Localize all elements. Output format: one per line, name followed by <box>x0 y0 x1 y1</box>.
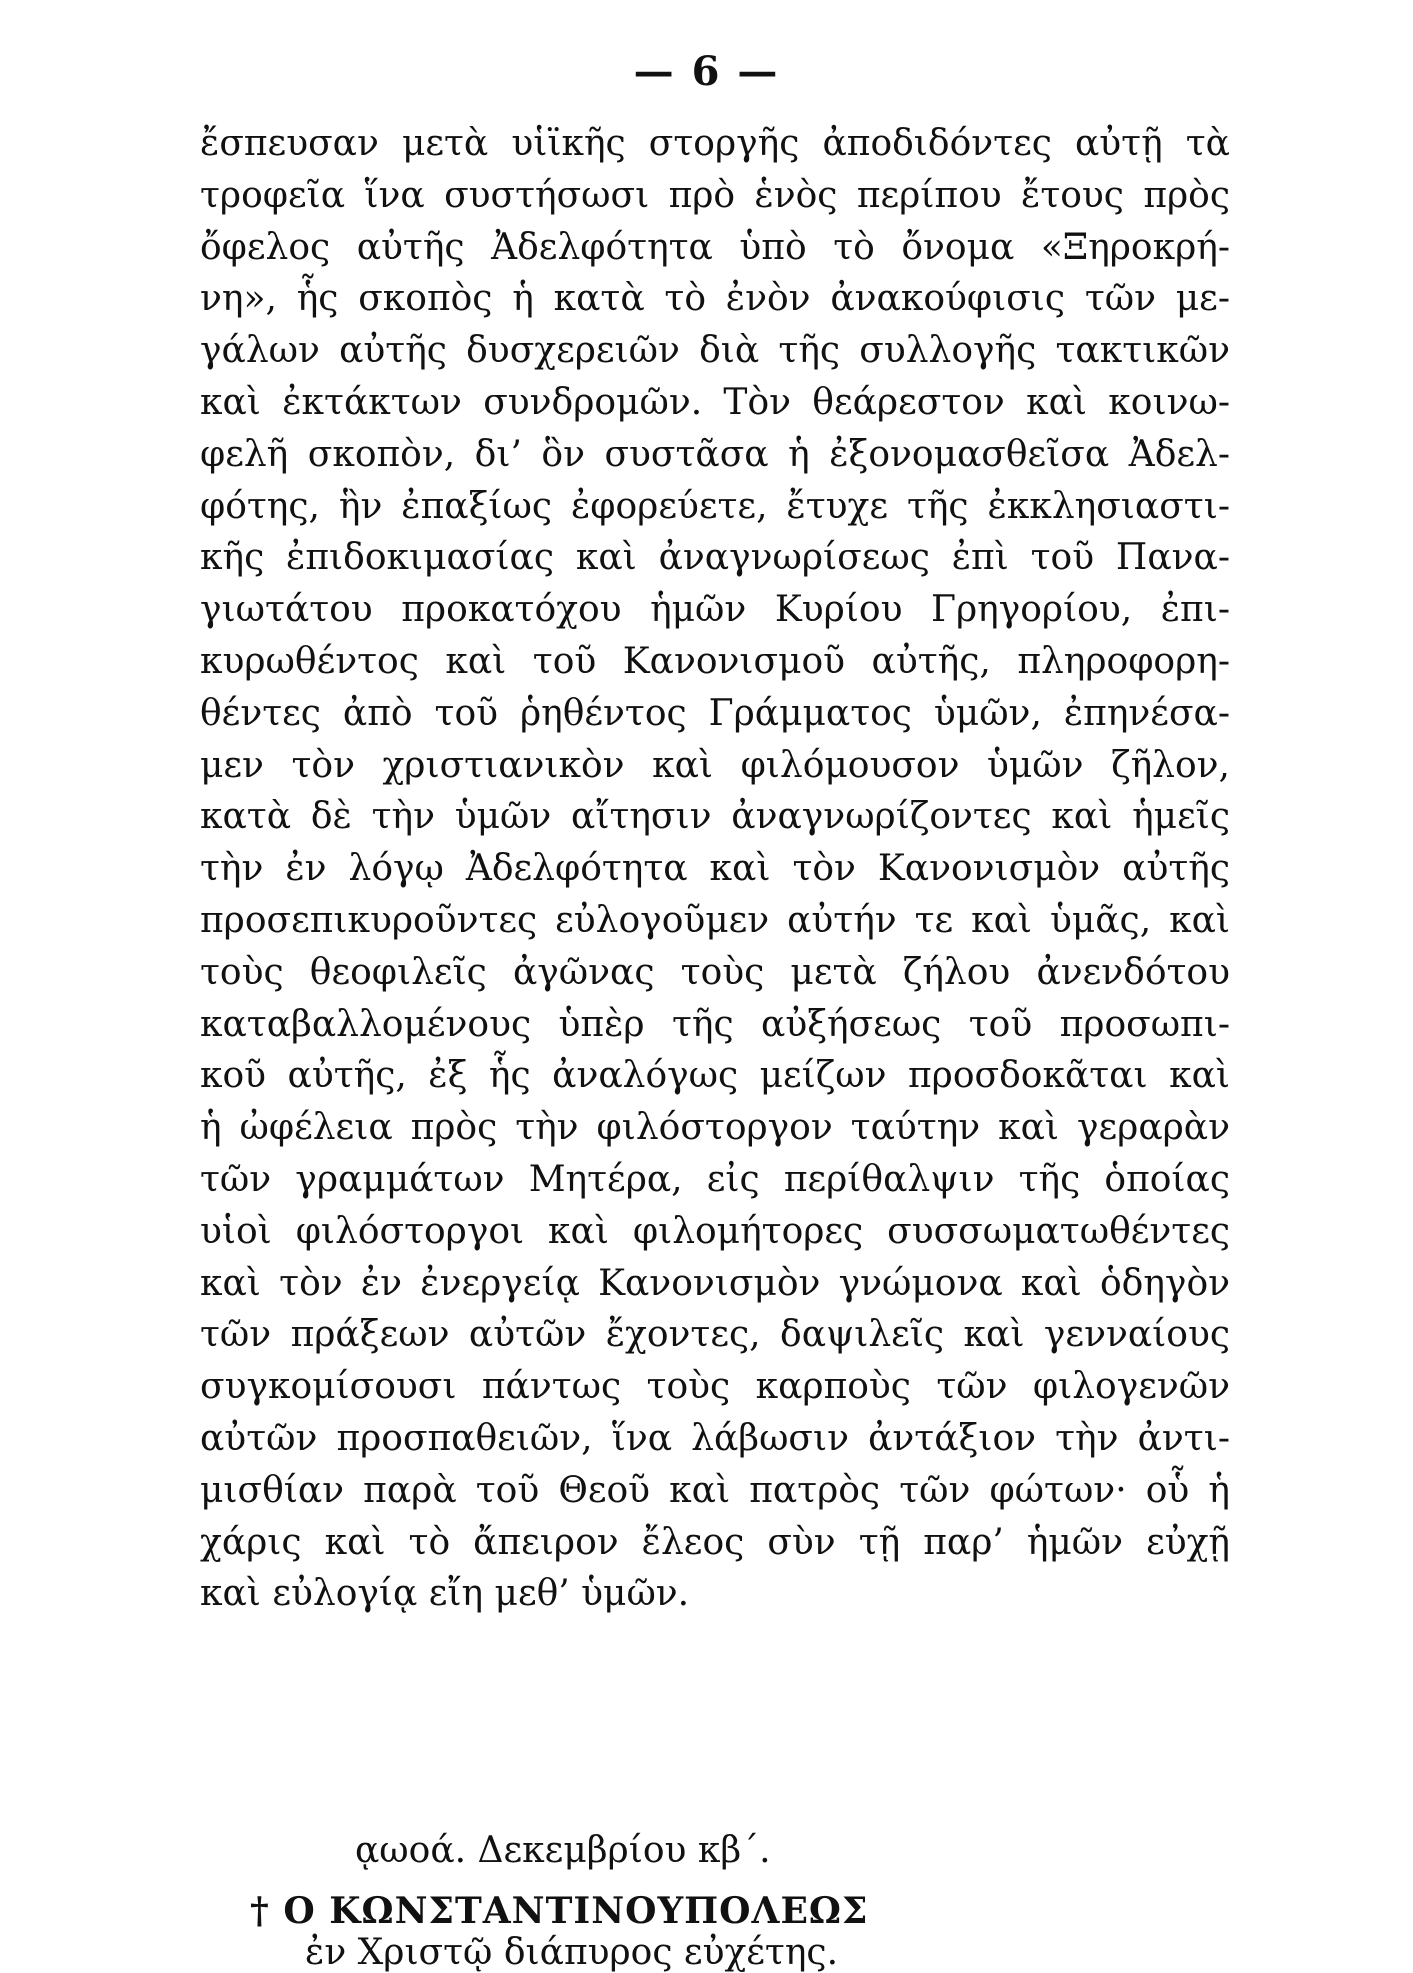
body-text <box>200 118 1230 1620</box>
text-line: αὐτῶν προσπαθειῶν, ἵνα λάβωσιν ἀντάξιον τὴν ἀντι- <box>200 1417 1230 1459</box>
text-line: κῆς ἐπιδοκιμασίας καὶ ἀναγνωρίσεως ἐπὶ τοῦ Πανα- <box>200 537 1230 579</box>
text-line: γάλων αὐτῆς δυσχερειῶν διὰ τῆς συλλογῆς τακτικῶν <box>200 330 1230 372</box>
page-number: — 6 — <box>633 48 780 95</box>
text-line: ἡ ὠφέλεια πρὸς τὴν φιλόστοργον ταύτην καὶ γεραρὰν <box>200 1107 1230 1149</box>
text-line: μεν τὸν χριστιανικὸν καὶ φιλόμουσον ὑμῶν ζῆλον, <box>200 744 1230 786</box>
text-line: τροφεῖα ἵνα συστήσωσι πρὸ ἑνὸς περίπου ἔτους πρὸς <box>200 174 1230 216</box>
text-line: κυρωθέντος καὶ τοῦ Κανονισμοῦ αὐτῆς, πληροφορη- <box>200 640 1230 682</box>
text-line: τὴν ἐν λόγῳ Ἀδελφότητα καὶ τὸν Κανονισμὸν αὐτῆς <box>200 848 1230 890</box>
text-line: τῶν γραμμάτων Μητέρα, εἰς περίθαλψιν τῆς ὁποίας <box>200 1158 1230 1200</box>
text-line: προσεπικυροῦντες εὐλογοῦμεν αὐτήν τε καὶ ὑμᾶς, καὶ <box>200 899 1230 941</box>
patriarch-signature: † Ο ΚΩΝΣΤΑΝΤΙΝΟΥΠΟΛΕΩΣ <box>250 1890 869 1932</box>
text-line: ὄφελος αὐτῆς Ἀδελφότητα ὑπὸ τὸ ὄνομα «Ξηροκρή- <box>200 226 1230 268</box>
text-line: τοὺς θεοφιλεῖς ἀγῶνας τοὺς μετὰ ζήλου ἀνενδότου <box>200 951 1230 993</box>
text-line: χάρις καὶ τὸ ἄπειρον ἔλεος σὺν τῇ παρ’ ἡμῶν εὐχῇ <box>200 1521 1230 1563</box>
text-line: τῶν πράξεων αὐτῶν ἔχοντες, δαψιλεῖς καὶ γενναίους <box>200 1314 1230 1356</box>
closing-formula: ἐν Χριστῷ διάπυρος εὐχέτης. <box>305 1932 839 1973</box>
text-line: καὶ εὐλογίᾳ εἴη μεθ’ ὑμῶν. <box>200 1573 690 1615</box>
signature-block <box>250 1890 868 1973</box>
text-line: κοῦ αὐτῆς, ἐξ ἧς ἀναλόγως μείζων προσδοκᾶται καὶ <box>200 1055 1230 1097</box>
text-line: συγκομίσουσι πάντως τοὺς καρποὺς τῶν φιλογενῶν <box>200 1366 1230 1408</box>
text-line: θέντες ἀπὸ τοῦ ῥηθέντος Γράμματος ὑμῶν, ἐπηνέσα- <box>200 692 1230 734</box>
text-line: υἱοὶ φιλόστοργοι καὶ φιλομήτορες συσσωματωθέντες <box>200 1210 1230 1252</box>
text-line: φότης, ἣν ἐπαξίως ἐφορεύετε, ἔτυχε τῆς ἐκκλησιαστι- <box>200 485 1230 527</box>
text-line: φελῆ σκοπὸν, δι’ ὃν συστᾶσα ἡ ἐξονομασθεῖσα Ἀδελ- <box>200 433 1230 475</box>
text-line: κατὰ δὲ τὴν ὑμῶν αἴτησιν ἀναγνωρίζοντες καὶ ἡμεῖς <box>200 796 1230 838</box>
date-line: ᾳωοά. Δεκεμβρίου κβ΄. <box>355 1830 771 1871</box>
text-line: ἔσπευσαν μετὰ υἱϊκῆς στοργῆς ἀποδιδόντες αὐτῇ τὰ <box>200 123 1230 164</box>
text-line: νη», ἧς σκοπὸς ἡ κατὰ τὸ ἐνὸν ἀνακούφισις τῶν με- <box>200 278 1230 320</box>
text-line: καταβαλλομένους ὑπὲρ τῆς αὐξήσεως τοῦ προσωπι- <box>200 1003 1230 1045</box>
text-line: καὶ τὸν ἐν ἐνεργείᾳ Κανονισμὸν γνώμονα καὶ ὁδηγὸν <box>200 1262 1230 1304</box>
text-line: γιωτάτου προκατόχου ἡμῶν Κυρίου Γρηγορίου, ἐπι- <box>200 589 1230 631</box>
text-line: μισθίαν παρὰ τοῦ Θεοῦ καὶ πατρὸς τῶν φώτων· οὗ ἡ <box>200 1469 1230 1511</box>
text-line: καὶ ἐκτάκτων συνδρομῶν. Τὸν θεάρεστον καὶ κοινω- <box>200 381 1230 423</box>
